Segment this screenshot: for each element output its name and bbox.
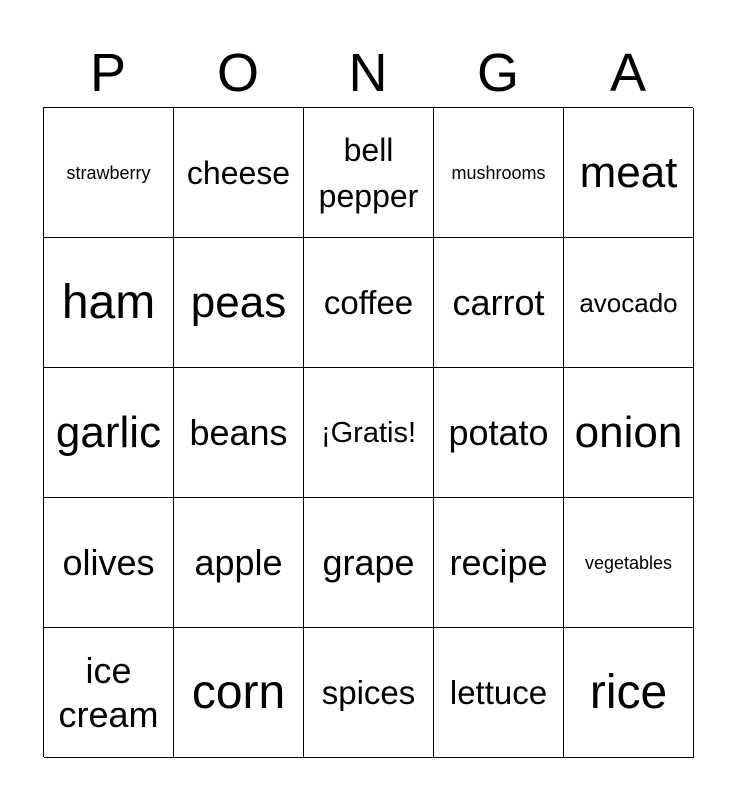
cell-label: meat <box>579 147 678 197</box>
free-space-label: ¡Gratis! <box>320 416 417 449</box>
cell-label: beans <box>189 411 288 453</box>
cell-label: mushrooms <box>451 162 546 183</box>
cell-label: peas <box>190 277 287 327</box>
cell-label: potato <box>448 411 549 453</box>
bingo-cell-r3c4[interactable] <box>434 368 564 498</box>
header-letter-a: A <box>609 43 647 103</box>
header-letter-n: N <box>348 43 388 103</box>
cell-label: apple <box>194 541 283 583</box>
cell-label: avocado <box>579 287 678 318</box>
bingo-cell-r3c1[interactable] <box>44 368 174 498</box>
cell-label: cheese <box>186 154 291 191</box>
cell-label: strawberry <box>66 162 151 183</box>
cell-label: olives <box>62 541 155 583</box>
bingo-cell-r2c4[interactable] <box>434 238 564 368</box>
bingo-cell-r4c1[interactable] <box>44 498 174 628</box>
bingo-cell-r3c2[interactable] <box>174 368 304 498</box>
cell-label: coffee <box>323 283 414 321</box>
cell-label: ice cream <box>58 649 159 735</box>
cell-label: rice <box>589 665 668 719</box>
bingo-cell-r2c5[interactable] <box>564 238 694 368</box>
bingo-cell-r4c2[interactable] <box>174 498 304 628</box>
bingo-cell-r2c1[interactable] <box>44 238 174 368</box>
bingo-cell-r1c3[interactable] <box>304 108 434 238</box>
bingo-cell-r1c2[interactable] <box>174 108 304 238</box>
bingo-cell-r5c5[interactable] <box>564 628 694 758</box>
cell-label: spices <box>321 673 416 711</box>
cell-label: ham <box>61 275 156 329</box>
bingo-cell-r1c5[interactable] <box>564 108 694 238</box>
bingo-cell-r4c5[interactable] <box>564 498 694 628</box>
cell-label: carrot <box>452 281 545 323</box>
bingo-cell-free[interactable] <box>304 368 434 498</box>
bingo-cell-r5c1[interactable] <box>44 628 174 758</box>
cell-label: grape <box>322 541 415 583</box>
header-letter-g: G <box>476 43 519 103</box>
bingo-board <box>43 107 693 757</box>
bingo-cell-r1c4[interactable] <box>434 108 564 238</box>
bingo-cell-r5c2[interactable] <box>174 628 304 758</box>
cell-label: vegetables <box>584 552 673 573</box>
bingo-cell-r4c4[interactable] <box>434 498 564 628</box>
bingo-header <box>43 42 693 104</box>
bingo-cell-r2c3[interactable] <box>304 238 434 368</box>
bingo-cell-r4c3[interactable] <box>304 498 434 628</box>
cell-label: corn <box>191 665 286 719</box>
cell-label: garlic <box>55 407 162 457</box>
cell-label: bell pepper <box>318 131 419 214</box>
cell-label: onion <box>574 407 683 457</box>
bingo-cell-r5c4[interactable] <box>434 628 564 758</box>
header-letter-o: O <box>216 43 259 103</box>
bingo-cell-r1c1[interactable] <box>44 108 174 238</box>
cell-label: recipe <box>449 541 548 583</box>
cell-label: lettuce <box>449 673 548 711</box>
bingo-cell-r2c2[interactable] <box>174 238 304 368</box>
bingo-cell-r3c5[interactable] <box>564 368 694 498</box>
header-letter-p: P <box>89 43 127 103</box>
bingo-cell-r5c3[interactable] <box>304 628 434 758</box>
